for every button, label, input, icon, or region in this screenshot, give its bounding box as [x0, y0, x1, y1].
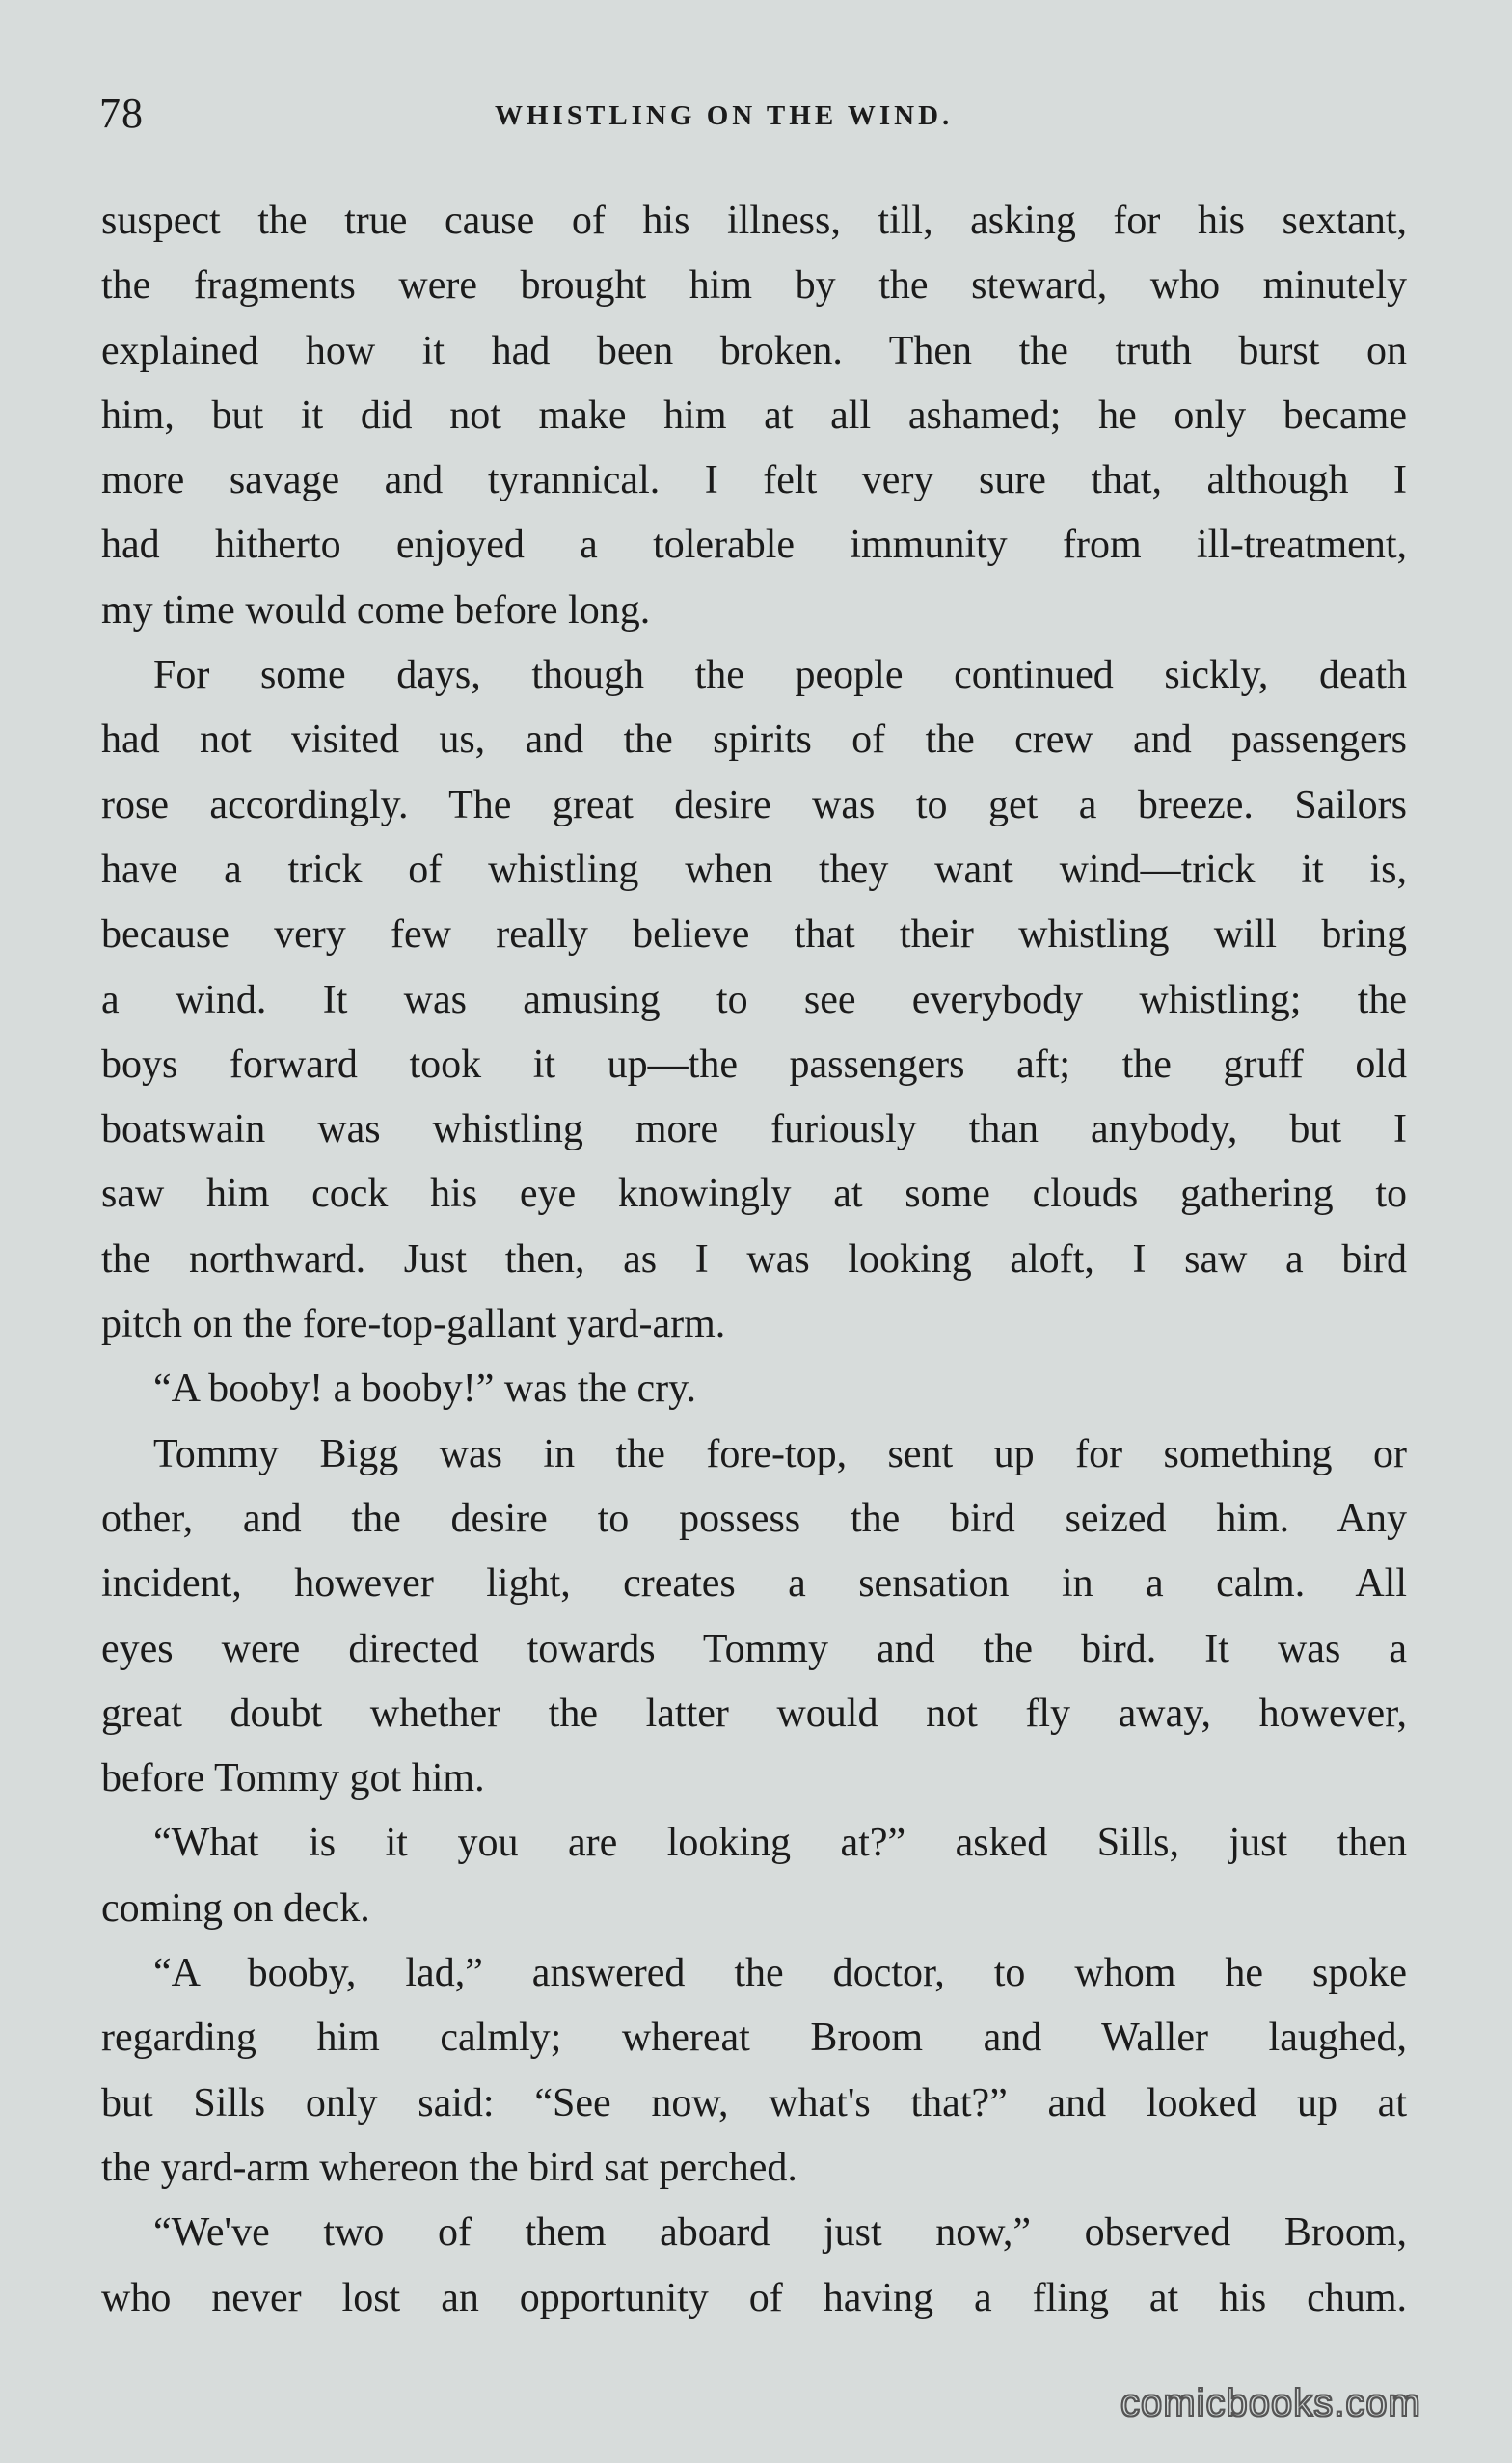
text-line: eyes were directed towards Tommy and the bird. It was a: [101, 1626, 1407, 1671]
text-line: “We've two of them aboard just now,” observed Broom,: [153, 2210, 1407, 2256]
text-line: Tommy Bigg was in the fore-top, sent up for something or: [153, 1431, 1407, 1476]
text-line: other, and the desire to possess the bird seized him. Any: [101, 1496, 1407, 1541]
text-line: rose accordingly. The great desire was to get a breeze. Sailors: [101, 782, 1407, 827]
text-line: had hitherto enjoyed a tolerable immunity from ill-treatment,: [101, 523, 1407, 568]
text-line: him, but it did not make him at all ashamed; he only became: [101, 392, 1407, 438]
text-line: suspect the true cause of his illness, till, asking for his sextant,: [101, 199, 1407, 243]
page-header: [99, 89, 1411, 147]
text-line: a wind. It was amusing to see everybody whistling; the: [101, 977, 1407, 1022]
text-line: who never lost an opportunity of having a fling at his chum.: [101, 2275, 1407, 2320]
body-text: [101, 189, 1407, 2331]
text-line: but Sills only said: “See now, what's that?” and looked up at: [101, 2080, 1407, 2125]
page-number: 78: [99, 90, 144, 137]
running-title: WHISTLING ON THE WIND.: [495, 100, 954, 131]
text-line: “A booby, lad,” answered the doctor, to whom he spoke: [153, 1951, 1407, 1996]
text-line: great doubt whether the latter would not fly away, however,: [101, 1691, 1407, 1736]
text-line: before Tommy got him.: [101, 1756, 485, 1801]
text-line: my time would come before long.: [101, 587, 651, 633]
text-line: pitch on the fore-top-gallant yard-arm.: [101, 1302, 726, 1347]
text-line: more savage and tyrannical. I felt very sure that, although I: [101, 458, 1407, 503]
text-line: the northward. Just then, as I was looking aloft, I saw a bird: [101, 1236, 1407, 1282]
text-line: explained how it had been broken. Then the truth burst on: [101, 328, 1407, 373]
text-line: had not visited us, and the spirits of the crew and passengers: [101, 717, 1407, 763]
text-line: boys forward took it up—the passengers aft; the gruff old: [101, 1042, 1407, 1087]
text-line: saw him cock his eye knowingly at some clouds gathering to: [101, 1172, 1407, 1217]
text-line: have a trick of whistling when they want wind—trick it is,: [101, 847, 1407, 892]
watermark: comicbooks.com: [1120, 2382, 1421, 2424]
text-line: “A booby! a booby!” was the cry.: [153, 1367, 696, 1412]
text-line: regarding him calmly; whereat Broom and Waller laughed,: [101, 2016, 1407, 2061]
text-line: because very few really believe that their whistling will bring: [101, 912, 1407, 958]
text-line: incident, however light, creates a sensation in a calm. All: [101, 1561, 1407, 1607]
text-line: the fragments were brought him by the steward, who minutely: [101, 263, 1407, 309]
text-line: boatswain was whistling more furiously than anybody, but I: [101, 1107, 1407, 1152]
text-line: For some days, though the people continued sickly, death: [153, 653, 1407, 698]
text-line: “What is it you are looking at?” asked Sills, just then: [153, 1821, 1407, 1866]
text-line: the yard-arm whereon the bird sat perched.: [101, 2145, 797, 2190]
text-line: coming on deck.: [101, 1885, 370, 1931]
